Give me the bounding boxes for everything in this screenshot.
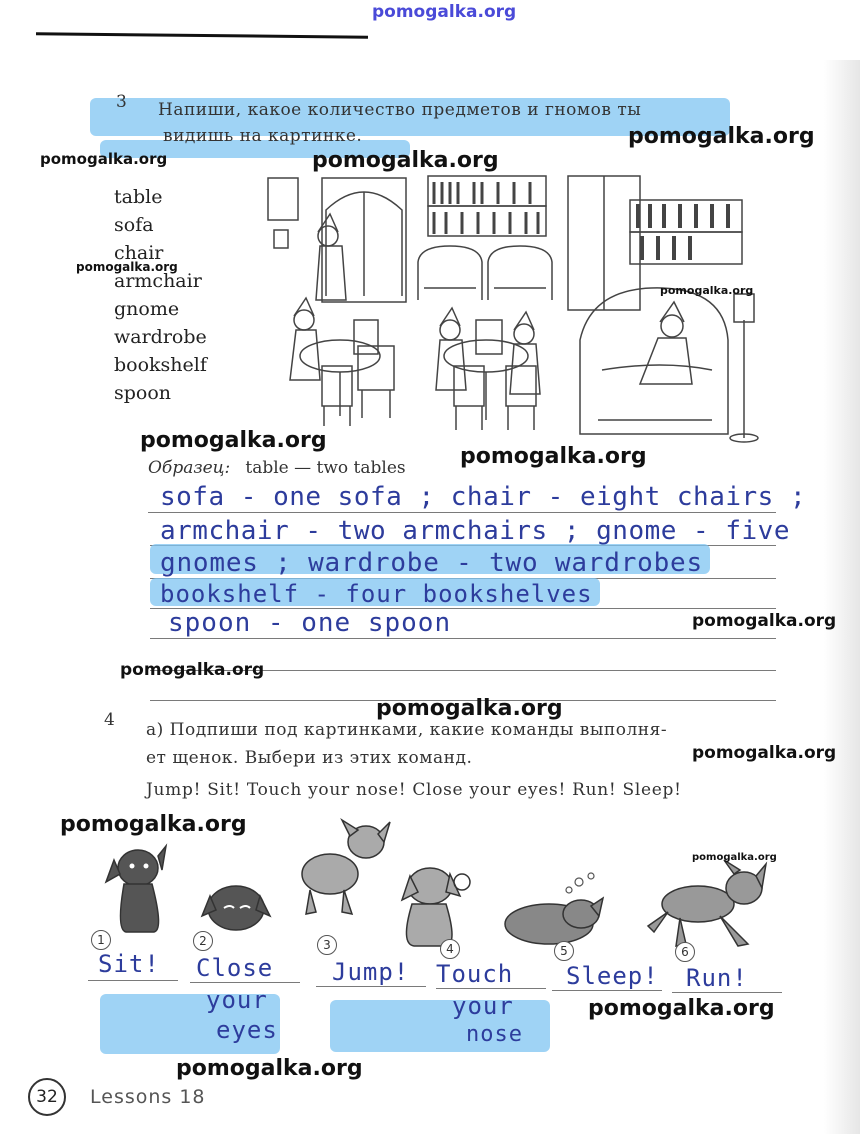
answer-jump: Jump!: [332, 958, 410, 986]
task3-instruction-2: видишь на картинке.: [163, 126, 363, 146]
header-rule: [36, 32, 368, 38]
watermark[interactable]: pomogalka.org: [660, 284, 754, 297]
lesson-label: Lessons 18: [90, 1086, 206, 1108]
answer-sit: Sit!: [98, 950, 160, 978]
picture-number-6: 6: [675, 942, 695, 962]
sample-label: Образец:: [148, 458, 231, 478]
sample-text: table — two tables: [245, 458, 406, 478]
word-armchair: armchair: [114, 270, 202, 292]
task4-instruction-2: ет щенок. Выбери из этих команд.: [146, 748, 473, 768]
answer-text-2: armchair - two armchairs ; gnome - five: [160, 516, 790, 546]
sample: [148, 458, 406, 478]
watermark[interactable]: pomogalka.org: [588, 996, 775, 1021]
word-spoon: spoon: [114, 382, 172, 404]
word-chair: chair: [114, 242, 164, 264]
watermark[interactable]: pomogalka.org: [312, 148, 499, 173]
word-list: [114, 186, 234, 416]
answer-line: [148, 512, 776, 513]
answer-touch-2: your: [452, 992, 514, 1020]
answer-close-2: your: [206, 986, 268, 1014]
answer-run: Run!: [686, 964, 748, 992]
puppy-sleep-illustration: [495, 872, 615, 952]
answer-close-1: Close: [196, 954, 274, 982]
answer-sleep: Sleep!: [566, 962, 659, 990]
word-gnome: gnome: [114, 298, 180, 320]
word-table: table: [114, 186, 163, 208]
answer-text-4: bookshelf - four bookshelves: [160, 580, 593, 608]
picture-answer-line: [88, 980, 178, 981]
picture-answer-line: [190, 982, 300, 983]
picture-number-4: 4: [440, 939, 460, 959]
picture-number-3: 3: [317, 935, 337, 955]
watermark[interactable]: pomogalka.org: [40, 150, 168, 168]
answer-text-1: sofa - one sofa ; chair - eight chairs ;: [160, 482, 807, 512]
room-illustration: [262, 170, 772, 450]
task4-instruction-1: а) Подпиши под картинками, какие команды выполня-: [146, 720, 668, 740]
answer-touch-1: Touch: [436, 960, 514, 988]
watermark[interactable]: pomogalka.org: [140, 428, 327, 453]
watermark[interactable]: pomogalka.org: [76, 260, 178, 274]
page-number: 32: [28, 1078, 66, 1116]
picture-answer-line: [672, 992, 782, 993]
task4-number: 4: [104, 710, 115, 730]
picture-answer-line: [316, 986, 426, 987]
word-bookshelf: bookshelf: [114, 354, 207, 376]
task3-number: 3: [116, 92, 127, 112]
watermark[interactable]: pomogalka.org: [60, 812, 247, 837]
word-wardrobe: wardrobe: [114, 326, 207, 348]
picture-number-5: 5: [554, 941, 574, 961]
watermark[interactable]: pomogalka.org: [120, 660, 265, 680]
watermark[interactable]: pomogalka.org: [692, 743, 837, 763]
picture-number-1: 1: [91, 930, 111, 950]
watermark[interactable]: pomogalka.org: [176, 1056, 363, 1081]
answer-text-5: spoon - one spoon: [168, 608, 452, 638]
answer-text-3: gnomes ; wardrobe - two wardrobes: [160, 548, 703, 578]
watermark[interactable]: pomogalka.org: [460, 444, 647, 469]
watermark[interactable]: pomogalka.org: [692, 611, 837, 631]
picture-answer-line: [552, 990, 662, 991]
page-edge-shadow: [824, 60, 860, 1134]
watermark[interactable]: pomogalka.org: [376, 696, 563, 721]
word-sofa: sofa: [114, 214, 154, 236]
puppy-run-illustration: [640, 852, 770, 952]
watermark[interactable]: pomogalka.org: [628, 124, 815, 149]
answer-close-3: eyes: [216, 1016, 278, 1044]
puppy-touch-nose-illustration: [380, 852, 480, 952]
task4-commands: Jump! Sit! Touch your nose! Close your eyes! Run! Sleep!: [146, 780, 682, 800]
watermark[interactable]: pomogalka.org: [692, 852, 777, 863]
puppy-sit-illustration: [100, 838, 180, 938]
answer-line: [150, 638, 776, 639]
watermark-top[interactable]: pomogalka.org: [372, 2, 517, 22]
picture-answer-line: [436, 988, 546, 989]
task3-instruction-1: Напиши, какое количество предметов и гномов ты: [158, 100, 642, 120]
answer-touch-3: nose: [466, 1022, 523, 1047]
picture-number-2: 2: [193, 931, 213, 951]
